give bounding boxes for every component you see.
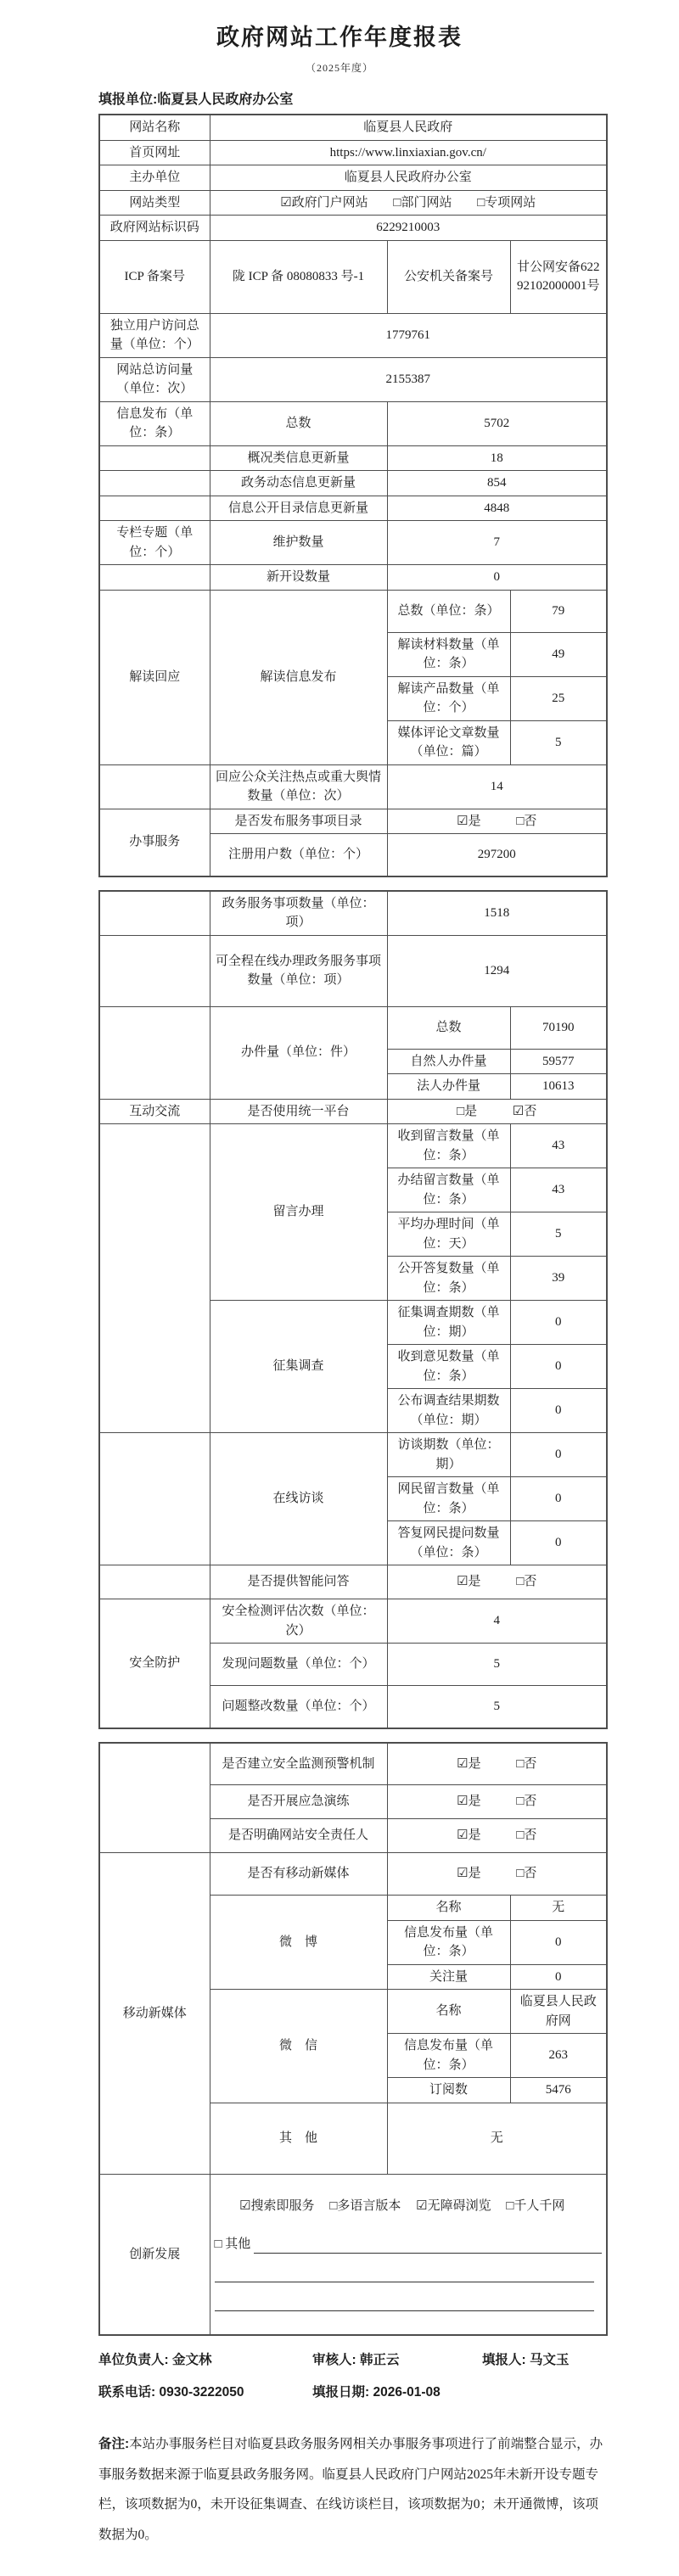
table-row [99,496,607,521]
public-replies-label: 公开答复数量（单位：条） [387,1257,510,1301]
table-row [99,471,607,496]
checkbox-monitor-no: □否 [516,1756,537,1771]
checkbox-drill-no: □否 [516,1795,537,1809]
police-record-value: 甘公网安备62292102000001号 [510,240,607,313]
security-checks-label: 安全检测评估次数（单位：次） [210,1599,387,1644]
site-type-options [210,190,607,216]
table-row [99,1124,607,1168]
problems-found-value: 5 [387,1644,607,1686]
problems-found-label: 发现问题数量（单位：个） [210,1644,387,1686]
wechat-subscribers-label: 订阅数 [387,2078,510,2103]
checkbox-accessibility: ☑无障碍浏览 [416,2199,491,2214]
monitor-mechanism-label: 是否建立安全监测预警机制 [210,1743,387,1785]
unique-visitors-label: 独立用户访问总量（单位：个） [99,313,210,357]
table-row [99,240,607,313]
site-code-value: 6229210003 [210,216,607,241]
special-column-label: 专栏专题（单位：个） [99,521,210,565]
directory-update-value: 4848 [387,496,607,521]
problems-fixed-value: 5 [387,1686,607,1728]
interpret-total-value: 79 [510,590,607,632]
media-comment-value: 5 [510,720,607,764]
security-officer-options [387,1819,607,1853]
messages-received-label: 收到留言数量（单位：条） [387,1124,510,1168]
online-items-value: 1294 [387,935,607,1006]
empty-cell [482,2382,606,2400]
weibo-followers-value: 0 [510,1964,607,1990]
reporting-unit: 填报单位:临夏县人民政府办公室 [98,92,294,107]
table-row [99,590,607,632]
footer-contact-row [98,2382,606,2400]
has-newmedia-label: 是否有移动新媒体 [210,1853,387,1896]
table-row [99,935,607,1006]
remarks-text: 本站办事服务栏目对临夏县政务服务网相关办事服务事项进行了前端整合显示，办事服务数据来源于临夏县政务服务网。临夏县人民政府门户网站2025年未新开设专题专栏，该项数据为0，未开设征集调查、在线访谈栏目，该项数据为0；未开通微博，该项数据为0。 [98,2437,603,2542]
table-row [99,445,607,471]
has-newmedia-options [387,1853,607,1896]
table-newmedia-innovation [98,1742,608,2337]
interpret-material-label: 解读材料数量（单位：条） [387,632,510,676]
remarks-label: 备注: [98,2437,130,2451]
newmedia-section-label: 移动新媒体 [99,1853,210,2175]
interpret-product-value: 25 [510,676,607,720]
online-items-label: 可全程在线办理政务服务事项数量（单位：项） [210,935,387,1006]
table-row [99,313,607,357]
weibo-followers-label: 关注量 [387,1964,510,1990]
security-section-label: 安全防护 [99,1599,210,1728]
homepage-url-label: 首页网址 [99,140,210,165]
overview-update-value: 18 [387,445,607,471]
site-code-label: 政府网站标识码 [99,216,210,241]
innovation-options [215,2197,603,2216]
weibo-posts-label: 信息发布量（单位：条） [387,1920,510,1964]
weibo-posts-value: 0 [510,1920,607,1964]
form-filler: 填报人: 马文玉 [482,2353,570,2367]
dynamic-update-value: 854 [387,471,607,496]
checkbox-special-site: □专项网站 [477,195,536,210]
legal-person-label: 法人办件量 [387,1074,510,1100]
table-row [99,1565,607,1599]
unified-platform-options [387,1099,607,1124]
case-total-value: 70190 [510,1006,607,1049]
report-year: （2025年度） [305,62,373,74]
checkbox-newmedia-no: □否 [516,1867,537,1881]
natural-person-label: 自然人办件量 [387,1049,510,1074]
checkbox-personalized: □千人千网 [506,2199,565,2214]
survey-results-label: 公布调查结果期数（单位：期） [387,1389,510,1433]
icp-value: 陇 ICP 备 08080833 号-1 [210,240,387,313]
table-row [99,521,607,565]
checkbox-catalog-yes: ☑是 [457,814,481,828]
checkbox-unified-yes: □是 [457,1104,478,1118]
wechat-posts-label: 信息发布量（单位：条） [387,2034,510,2078]
checkbox-innovation-other: □ 其他 [214,2237,251,2251]
table-row [99,2174,607,2335]
weibo-section-label: 微 博 [210,1896,387,1990]
questions-answered-label: 答复网民提问数量（单位：条） [387,1521,510,1565]
table-row [99,190,607,216]
column-maintain-label: 维护数量 [210,521,387,565]
organizer-value: 临夏县人民政府办公室 [210,165,607,191]
footer-signers-row [98,2349,606,2368]
case-total-label: 总数 [387,1006,510,1049]
other-media-label: 其 他 [210,2103,387,2174]
checkbox-officer-no: □否 [516,1828,537,1843]
organizer-label: 主办单位 [99,165,210,191]
overview-update-label: 概况类信息更新量 [210,445,387,471]
checkbox-multilingual: □多语言版本 [329,2199,401,2214]
table-row [99,216,607,241]
survey-periods-value: 0 [510,1301,607,1345]
interpret-product-label: 解读产品数量（单位：个） [387,676,510,720]
column-maintain-value: 7 [387,521,607,565]
registered-users-value: 297200 [387,834,607,876]
interview-section-label: 在线访谈 [210,1433,387,1565]
smart-qa-label: 是否提供智能问答 [210,1565,387,1599]
message-handling-label: 留言办理 [210,1124,387,1301]
remarks [98,2429,606,2551]
emergency-drill-options [387,1785,607,1819]
checkbox-drill-yes: ☑是 [457,1795,481,1809]
media-comment-label: 媒体评论文章数量（单位：篇） [387,720,510,764]
messages-completed-label: 办结留言数量（单位：条） [387,1168,510,1212]
contact-phone: 联系电话: 0930-3222050 [98,2385,244,2400]
avg-handle-time-value: 5 [510,1212,607,1257]
unified-platform-label: 是否使用统一平台 [210,1099,387,1124]
natural-person-value: 59577 [510,1049,607,1074]
table-row [99,165,607,191]
security-checks-value: 4 [387,1599,607,1644]
empty-cell [99,891,210,936]
dynamic-update-label: 政务动态信息更新量 [210,471,387,496]
column-new-value: 0 [387,565,607,591]
hotspot-response-value: 14 [387,764,607,809]
table-row [99,1433,607,1477]
other-media-value: 无 [387,2103,607,2174]
site-type-label: 网站类型 [99,190,210,216]
total-visits-label: 网站总访问量（单位：次） [99,357,210,401]
survey-section-label: 征集调查 [210,1301,387,1433]
netizen-messages-value: 0 [510,1477,607,1521]
table-row [99,357,607,401]
monitor-mechanism-options [387,1743,607,1785]
unique-visitors-value: 1779761 [210,313,607,357]
interaction-section-label: 互动交流 [99,1099,210,1124]
service-items-label: 政务服务事项数量（单位：项） [210,891,387,936]
empty-cell [99,1743,210,1853]
interpret-publish-label: 解读信息发布 [210,590,387,764]
checkbox-search-service: ☑搜索即服务 [239,2199,315,2214]
wechat-subscribers-value: 5476 [510,2078,607,2103]
table-row [99,401,607,445]
registered-users-label: 注册用户数（单位：个） [210,834,387,876]
table-service-interaction [98,890,608,1729]
checkbox-officer-yes: ☑是 [457,1828,481,1843]
empty-cell [99,1124,210,1433]
table-row [99,1099,607,1124]
table-row [99,140,607,165]
smart-qa-options [387,1565,607,1599]
wechat-section-label: 微 信 [210,1990,387,2103]
empty-cell [99,1433,210,1565]
service-section-label: 办事服务 [99,809,210,876]
opinions-received-value: 0 [510,1345,607,1389]
total-visits-value: 2155387 [210,357,607,401]
table-row [99,891,607,936]
interview-periods-value: 0 [510,1433,607,1477]
weibo-name-label: 名称 [387,1896,510,1921]
checkbox-monitor-yes: ☑是 [457,1756,481,1771]
hotspot-response-label: 回应公众关注热点或重大舆情数量（单位：次） [210,764,387,809]
site-name-value: 临夏县人民政府 [210,115,607,140]
checkbox-qa-yes: ☑是 [457,1575,481,1589]
wechat-name-label: 名称 [387,1990,510,2034]
empty-cell [99,764,210,809]
blank-underline [215,2254,594,2282]
auditor: 审核人: 韩正云 [312,2353,400,2367]
blank-underline [215,2282,594,2311]
innovation-cell [210,2174,607,2335]
empty-cell [99,496,210,521]
weibo-name-value: 无 [510,1896,607,1921]
wechat-posts-value: 263 [510,2034,607,2078]
service-catalog-label: 是否发布服务事项目录 [210,809,387,834]
directory-update-label: 信息公开目录信息更新量 [210,496,387,521]
table-basic-info [98,114,608,877]
info-total-value: 5702 [387,401,607,445]
report-content [98,88,606,2551]
info-total-label: 总数 [210,401,387,445]
page-title: 政府网站工作年度报表 [216,25,463,50]
table-row [99,764,607,809]
netizen-messages-label: 网民留言数量（单位：条） [387,1477,510,1521]
empty-cell [99,471,210,496]
table-row [99,1599,607,1644]
wechat-name-value: 临夏县人民政府网 [510,1990,607,2034]
checkbox-catalog-no: □否 [516,814,537,828]
emergency-drill-label: 是否开展应急演练 [210,1785,387,1819]
police-record-label: 公安机关备案号 [387,240,510,313]
security-officer-label: 是否明确网站安全责任人 [210,1819,387,1853]
table-row [99,1853,607,1896]
icp-label: ICP 备案号 [99,240,210,313]
empty-cell [99,935,210,1006]
messages-completed-value: 43 [510,1168,607,1212]
avg-handle-time-label: 平均办理时间（单位：天） [387,1212,510,1257]
report-date: 填报日期: 2026-01-08 [312,2385,441,2400]
checkbox-newmedia-yes: ☑是 [457,1867,481,1881]
innovation-other-row [215,2235,603,2254]
table-row [99,1743,607,1785]
public-replies-value: 39 [510,1257,607,1301]
checkbox-qa-no: □否 [516,1575,537,1589]
table-row [99,809,607,834]
empty-cell [99,445,210,471]
survey-results-value: 0 [510,1389,607,1433]
checkbox-unified-no: ☑否 [512,1104,537,1118]
column-new-label: 新开设数量 [210,565,387,591]
empty-cell [99,1006,210,1099]
unit-leader: 单位负责人: 金文林 [98,2353,212,2367]
info-publish-label: 信息发布（单位：条） [99,401,210,445]
opinions-received-label: 收到意见数量（单位：条） [387,1345,510,1389]
table-row [99,1006,607,1049]
service-catalog-options [387,809,607,834]
survey-periods-label: 征集调查期数（单位：期） [387,1301,510,1345]
empty-cell [99,1565,210,1599]
table-row [99,565,607,591]
interpret-material-value: 49 [510,632,607,676]
footer [98,2349,606,2400]
service-items-value: 1518 [387,891,607,936]
blank-underline [254,2238,602,2254]
legal-person-value: 10613 [510,1074,607,1100]
questions-answered-value: 0 [510,1521,607,1565]
interpret-total-label: 总数（单位：条） [387,590,510,632]
site-name-label: 网站名称 [99,115,210,140]
homepage-url-value: https://www.linxiaxian.gov.cn/ [210,140,607,165]
problems-fixed-label: 问题整改数量（单位：个） [210,1686,387,1728]
table-row [99,115,607,140]
messages-received-value: 43 [510,1124,607,1168]
interpret-section-label: 解读回应 [99,590,210,764]
case-volume-label: 办件量（单位：件） [210,1006,387,1099]
interview-periods-label: 访谈期数（单位：期） [387,1433,510,1477]
innovation-section-label: 创新发展 [99,2174,210,2335]
checkbox-portal-site: ☑政府门户网站 [280,195,368,210]
empty-cell [99,565,210,591]
checkbox-department-site: □部门网站 [393,195,452,210]
